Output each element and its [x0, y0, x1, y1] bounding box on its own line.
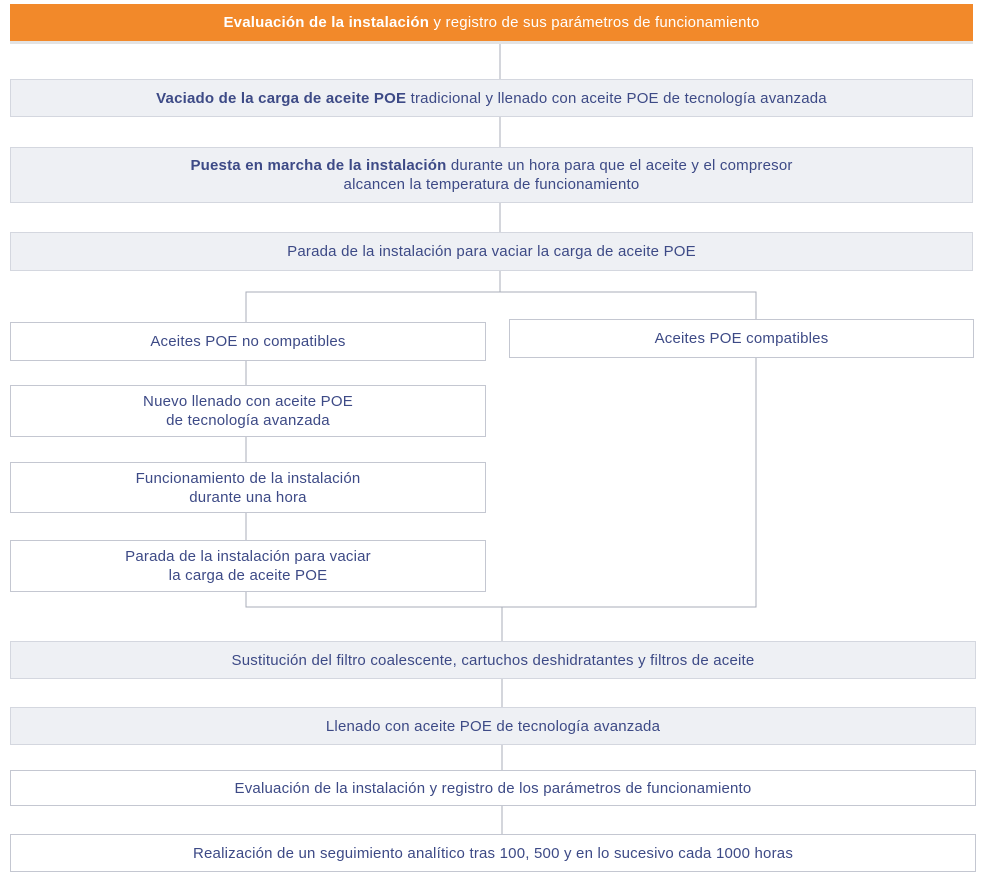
step-replace-filters-label: Sustitución del filtro coalescente, cartuchos deshidratantes y filtros de aceite	[231, 651, 755, 669]
step-replace-filters	[10, 641, 976, 679]
nc-step-run-hour-line2: durante una hora	[189, 488, 307, 506]
step-evaluation-header	[10, 4, 973, 44]
step-drain-fill	[10, 79, 973, 117]
step-startup	[10, 147, 973, 203]
nc-step-refill-line1: Nuevo llenado con aceite POE	[143, 393, 353, 410]
step-analytic-followup-label: Realización de un seguimiento analítico tras 100, 500 y en lo sucesivo cada 1000 horas	[192, 844, 794, 862]
step-drain-fill-bold: Vaciado de la carga de aceite POE	[156, 89, 407, 107]
step-final-evaluation-label: Evaluación de la instalación y registro de los parámetros de funcionamiento	[234, 779, 752, 797]
step-startup-line2: alcancen la temperatura de funcionamiento	[343, 176, 640, 193]
split-line	[246, 292, 756, 322]
step-evaluation-bold: Evaluación de la instalación	[223, 14, 430, 31]
nc-step-run-hour-line1: Funcionamiento de la instalación	[135, 469, 361, 487]
nc-step-refill	[10, 385, 486, 437]
nc-step-run-hour	[10, 462, 486, 513]
step-startup-rest: durante un hora para que el aceite y el compresor	[446, 157, 793, 174]
nc-step-refill-line2: de tecnología avanzada	[166, 412, 330, 429]
nc-step-stop-drain-line2: la carga de aceite POE	[168, 567, 328, 584]
nc-step-stop-drain-line1: Parada de la instalación para vaciar	[125, 548, 371, 565]
branch-not-compatible-label: Aceites POE no compatibles	[150, 333, 346, 350]
step-evaluation-rest: y registro de sus parámetros de funcionamiento	[429, 14, 760, 31]
branch-compatible	[509, 319, 974, 358]
branch-compatible-label: Aceites POE compatibles	[654, 330, 829, 347]
step-startup-bold: Puesta en marcha de la instalación	[190, 157, 447, 174]
step-drain-fill-rest: tradicional y llenado con aceite POE de tecnología avanzada	[406, 89, 827, 107]
step-analytic-followup	[10, 834, 976, 872]
step-final-evaluation	[10, 770, 976, 806]
step-fill-advanced-oil	[10, 707, 976, 745]
step-stop-drain	[10, 232, 973, 271]
branch-not-compatible	[10, 322, 486, 361]
step-stop-drain-label: Parada de la instalación para vaciar la carga de aceite POE	[287, 243, 696, 260]
nc-step-stop-drain	[10, 540, 486, 592]
step-fill-advanced-oil-label: Llenado con aceite POE de tecnología avanzada	[325, 717, 661, 735]
